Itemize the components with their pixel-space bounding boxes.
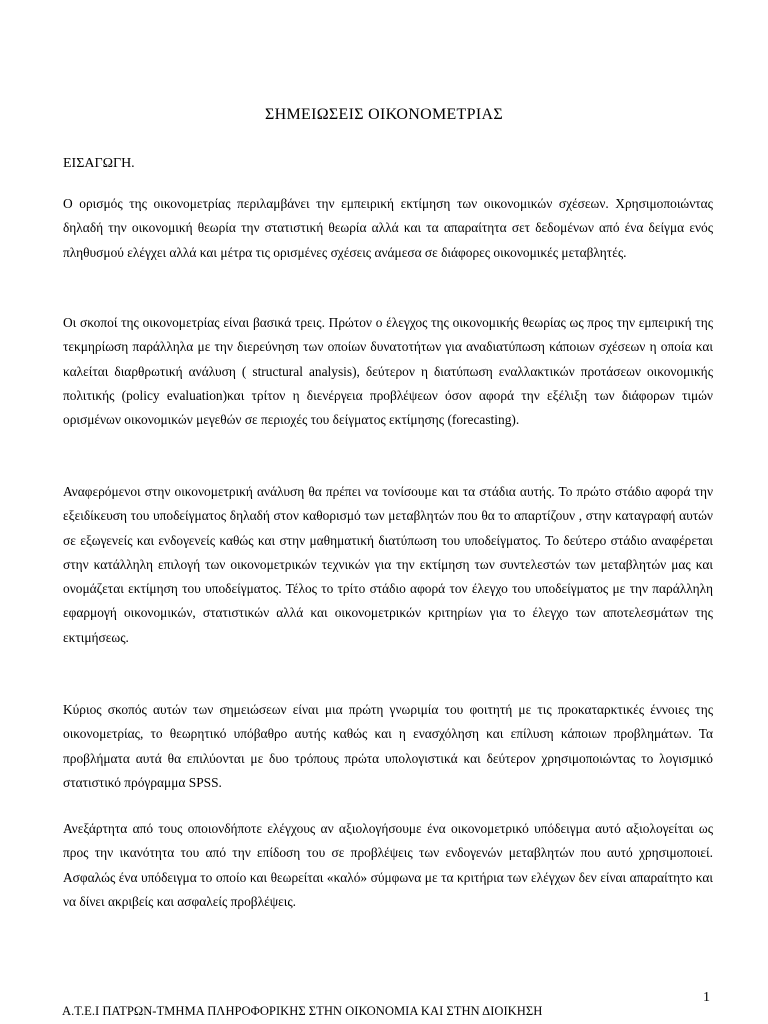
paragraph-purpose: Κύριος σκοπός αυτών των σημειώσεων είναι μια πρώτη γνωριμία του φοιτητή με τις προκαταρκτικές έννοιες της οικονομετρίας, το θεωρητικό υπόβαθρο αυτής καθώς και η ενασχόληση και επίλυση κάποιων προβλημάτων. Τα προβλήματα αυτά θα επιλύονται με δυο τρόπους πρώτα υπολογιστικά και δεύτερον χρησιμοποιώντας το λογισμικό στατιστικό πρόγραμμα SPSS. bbox=[63, 702, 713, 790]
paragraph-definition: Ο ορισμός της οικονομετρίας περιλαμβάνει την εμπειρική εκτίμηση των οικονομικών σχέσεων. Χρησιμοποιώντας δηλαδή την οικονομική θεωρία την στατιστική θεωρία αλλά και τα απαραίτητα σετ δεδομένων από ένα δείγμα ενός πληθυσμού ελέγχει αλλά και μέτρα τις ορισμένες σχέσεις ανάμεσα σε διάφορες οικονομικές μεταβλητές. bbox=[63, 196, 713, 260]
paragraph-objectives: Οι σκοποί της οικονομετρίας είναι βασικά τρεις. Πρώτον ο έλεγχος της οικονομικής θεωρίας ως προς την εμπειρική της τεκμηρίωση παράλληλα με την διερεύνηση των οποίων δυνατοτήτων για αναδιατύπωση κάποιων σχέσεων η οποία και καλείται διαρθρωτική ανάλυση ( structural analysis), δεύτερον η διατύπωση εναλλακτικών προτάσεων οικονομικής πολιτικής (policy evaluation)και τρίτον η διενέργεια προβλέψεων όσον αφορά την εξέλιξη των διάφορων τιμών ορισμένων οικονομικών μεγεθών σε περιοχές του δείγματος εκτίμησης (forecasting). bbox=[63, 315, 713, 428]
document-title: ΣΗΜΕΙΩΣΕΙΣ ΟΙΚΟΝΟΜΕΤΡΙΑΣ bbox=[265, 106, 503, 123]
paragraph-stages: Αναφερόμενοι στην οικονομετρική ανάλυση θα πρέπει να τονίσουμε και τα στάδια αυτής. Το πρώτο στάδιο αφορά την εξειδίκευση του υποδείγματος δηλαδή στον καθορισμό των μεταβλητών που θα το απαρτίζουν , στην καταγραφή αυτών σε εξωγενείς και ενδογενείς καθώς και στην μαθηματική διατύπωση του υποδείγματος. Το δεύτερο στάδιο αναφέρεται στην κατάλληλη επιλογή των οικονομετρικών τεχνικών για την εκτίμηση των συντελεστών των μεταβλητών μας και ονομάζεται εκτίμηση του υποδείγματος. Τέλος το τρίτο στάδιο αφορά τον έλεγχο του υποδείγματος με την παράλληλη εφαρμογή οικονομικών, στατιστικών αλλά και οικονομετρικών κριτηρίων για το έλεγχο των αποτελεσμάτων της εκτιμήσεως. bbox=[63, 484, 713, 645]
page-number: 1 bbox=[703, 990, 710, 1005]
paragraph-evaluation: Ανεξάρτητα από τους οποιονδήποτε ελέγχους αν αξιολογήσουμε ένα οικονομετρικό υπόδειγμα αυτό αξιολογείται ως προς την ικανότητα του από την επίδοση του σε προβλέψεις των ενδογενών μεταβλητών που αυτό χρησιμοποιεί. Ασφαλώς ένα υπόδειγμα το οποίο και θεωρείται «καλό» σύμφωνα με τα κριτήρια των ελέγχων δεν είναι απαραίτητο και να δίνει ακριβείς και ασφαλείς προβλέψεις. bbox=[63, 821, 713, 909]
section-heading: ΕΙΣΑΓΩΓΗ. bbox=[63, 156, 135, 171]
page-footer: Α.Τ.Ε.Ι ΠΑΤΡΩΝ-ΤΜΗΜΑ ΠΛΗΡΟΦΟΡΙΚΗΣ ΣΤΗΝ ΟΙΚΟΝΟΜΙΑ ΚΑΙ ΣΤΗΝ ΔΙΟΙΚΗΣΗ bbox=[62, 1004, 543, 1018]
